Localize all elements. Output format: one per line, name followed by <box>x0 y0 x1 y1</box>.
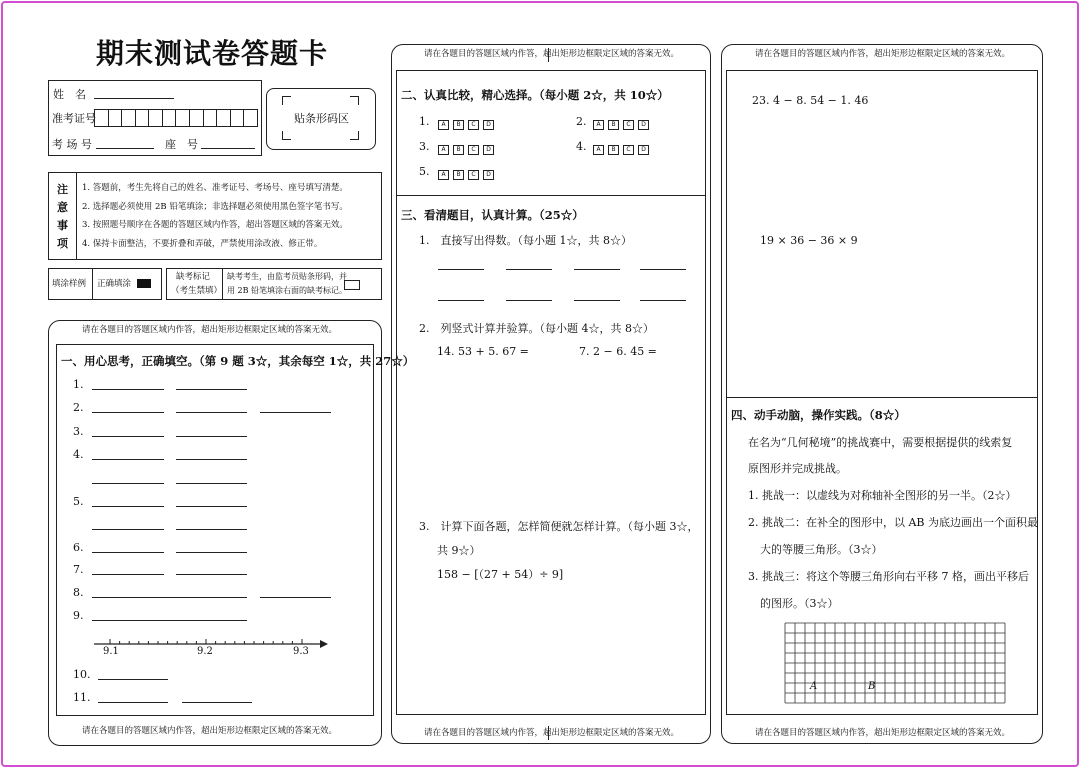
id-number-boxes[interactable] <box>94 109 258 127</box>
choice-row[interactable] <box>593 139 653 158</box>
choice-row[interactable] <box>438 114 498 133</box>
section4-title: 四、动手动脑，操作实践。（8☆） <box>731 408 906 422</box>
tick-label: 9.2 <box>197 646 213 657</box>
q-number: 9. <box>73 609 84 622</box>
barcode-corner <box>350 131 359 140</box>
choice-number: 2. <box>576 115 587 128</box>
option-b[interactable]: B <box>608 120 619 130</box>
section3-q1: 1. 直接写出得数。（每小题 1☆，共 8☆） <box>419 234 632 247</box>
notice-label-char: 意 <box>57 201 68 214</box>
answer-line[interactable] <box>506 269 552 270</box>
option-d[interactable]: D <box>638 120 649 130</box>
answer-line[interactable] <box>92 529 164 530</box>
section3-title: 三、看清题目，认真计算。（25☆） <box>401 208 584 222</box>
option-c[interactable]: C <box>623 145 634 155</box>
option-d[interactable]: D <box>483 145 494 155</box>
area-notice-top: 请在各题目的答题区域内作答，超出矩形边框限定区域的答案无效。 <box>82 325 338 335</box>
option-a[interactable]: A <box>593 120 604 130</box>
answer-line[interactable] <box>176 412 247 413</box>
barcode-corner <box>282 131 291 140</box>
answer-line[interactable] <box>92 552 164 553</box>
answer-line[interactable] <box>92 483 164 484</box>
section3-q3: 3. 计算下面各题，怎样简便就怎样计算。（每小题 3☆， <box>419 520 699 533</box>
answer-line[interactable] <box>260 412 331 413</box>
fill-divider <box>92 268 93 300</box>
name-field[interactable] <box>94 98 174 99</box>
option-c[interactable]: C <box>468 120 479 130</box>
choice-number: 4. <box>576 140 587 153</box>
answer-line[interactable] <box>92 597 247 598</box>
section3-q3b: 23. 4 − 8. 54 − 1. 46 <box>752 94 869 107</box>
option-c[interactable]: C <box>623 120 634 130</box>
answer-line[interactable] <box>574 300 620 301</box>
answer-line[interactable] <box>92 389 164 390</box>
answer-line[interactable] <box>176 389 247 390</box>
answer-line[interactable] <box>176 506 247 507</box>
tick-label: 9.1 <box>103 646 119 657</box>
answer-line[interactable] <box>176 459 247 460</box>
name-label: 姓 名 <box>53 88 86 101</box>
q-number: 11. <box>73 691 91 704</box>
section1-title: 一、用心思考，正确填空。（第 9 题 3☆，其余每空 1☆，共 27☆） <box>61 354 415 368</box>
answer-line[interactable] <box>506 300 552 301</box>
absent-checkbox[interactable] <box>344 280 360 290</box>
option-b[interactable]: B <box>608 145 619 155</box>
answer-line[interactable] <box>176 436 247 437</box>
q-number: 7. <box>73 563 84 576</box>
notice-item: 3. 按照题号顺序在各题的答题区域内作答，超出答题区域的答案无效。 <box>82 220 348 230</box>
q-number: 3. <box>73 425 84 438</box>
answer-line[interactable] <box>438 269 484 270</box>
answer-line[interactable] <box>182 702 252 703</box>
answer-line[interactable] <box>98 702 168 703</box>
answer-line[interactable] <box>176 483 247 484</box>
section3-box <box>396 194 706 715</box>
answer-line[interactable] <box>176 529 247 530</box>
section3-q2: 2. 列竖式计算并验算。（每小题 4☆，共 8☆） <box>419 322 654 335</box>
area-notice-bottom: 请在各题目的答题区域内作答，超出矩形边框限定区域的答案无效。 <box>82 726 338 736</box>
section2-title: 二、认真比较，精心选择。（每小题 2☆，共 10☆） <box>401 88 669 102</box>
notice-item: 2. 选择题必须使用 2B 铅笔填涂；非选择题必须使用黑色签字笔书写。 <box>82 202 348 212</box>
notice-divider <box>76 172 77 260</box>
answer-line[interactable] <box>98 679 168 680</box>
section3-q3c: 19 × 36 − 36 × 9 <box>760 234 858 247</box>
section4-challenge: 2. 挑战二：在补全的图形中，以 AB 为底边画出一个面积最 <box>748 516 1039 529</box>
notice-item: 4. 保持卡面整洁，不要折叠和弄破，严禁使用涂改液、修正带。 <box>82 239 323 249</box>
option-a[interactable]: A <box>593 145 604 155</box>
option-b[interactable]: B <box>453 120 464 130</box>
absent-note: 缺考考生，由监考员贴条形码，并 <box>227 272 347 281</box>
absent-label-note: （考生禁填） <box>171 286 223 296</box>
correct-fill-label: 正确填涂 <box>97 279 132 289</box>
choice-number: 1. <box>419 115 430 128</box>
barcode-label: 贴条形码区 <box>294 112 349 125</box>
room-field[interactable] <box>96 148 154 149</box>
absent-note: 用 2B 铅笔填涂右面的缺考标记。 <box>227 286 348 295</box>
area-notice-top: 请在各题目的答题区域内作答，超出矩形边框限定区域的答案无效。 <box>424 49 680 59</box>
answer-line[interactable] <box>92 459 164 460</box>
answer-line[interactable] <box>640 269 686 270</box>
section4-challenge: 1. 挑战一：以虚线为对称轴补全图形的另一半。（2☆） <box>748 489 1017 502</box>
barcode-corner <box>282 96 291 105</box>
answer-line[interactable] <box>176 552 247 553</box>
section1-inner <box>56 344 374 716</box>
center-mark <box>548 726 549 740</box>
notice-label-char: 事 <box>57 219 68 232</box>
point-b-label: B <box>868 681 876 692</box>
section3-q2a: 14. 53 + 5. 67 = <box>437 345 529 358</box>
option-d[interactable]: D <box>483 120 494 130</box>
point-a-label: A <box>810 681 818 692</box>
answer-line[interactable] <box>92 574 164 575</box>
option-b[interactable]: B <box>453 170 464 180</box>
answer-line[interactable] <box>92 412 164 413</box>
seat-label: 座 号 <box>165 138 198 151</box>
answer-line[interactable] <box>92 620 247 621</box>
area-notice-top: 请在各题目的答题区域内作答，超出矩形边框限定区域的答案无效。 <box>755 49 1011 59</box>
q-number: 2. <box>73 401 84 414</box>
notice-label-char: 注 <box>57 183 68 196</box>
answer-line[interactable] <box>438 300 484 301</box>
room-label: 考 场 号 <box>52 138 92 151</box>
notice-item: 1. 答题前，考生先将自己的姓名、准考证号、考场号、座号填写清楚。 <box>82 183 348 193</box>
option-c[interactable]: C <box>468 170 479 180</box>
section4-challenge: 的图形。（3☆） <box>760 597 839 610</box>
option-d[interactable]: D <box>638 145 649 155</box>
choice-number: 3. <box>419 140 430 153</box>
choice-row[interactable] <box>438 139 498 158</box>
answer-line[interactable] <box>92 506 164 507</box>
section3-q2b: 7. 2 − 6. 45 = <box>579 345 657 358</box>
answer-line[interactable] <box>640 300 686 301</box>
choice-number: 5. <box>419 165 430 178</box>
filled-mark-sample <box>137 279 151 288</box>
answer-line[interactable] <box>260 597 331 598</box>
option-c[interactable]: C <box>468 145 479 155</box>
option-a[interactable]: A <box>438 145 449 155</box>
answer-line[interactable] <box>176 574 247 575</box>
section4-challenge: 大的等腰三角形。（3☆） <box>760 543 883 556</box>
section3-q3: 共 9☆） <box>437 544 481 557</box>
absent-label: 缺考标记 <box>176 272 211 282</box>
option-a[interactable]: A <box>438 170 449 180</box>
fill-sample-label: 填涂样例 <box>52 279 87 289</box>
q-number: 10. <box>73 668 91 681</box>
absent-divider <box>222 268 223 300</box>
option-a[interactable]: A <box>438 120 449 130</box>
section4-challenge: 3. 挑战三：将这个等腰三角形向右平移 7 格，画出平移后 <box>748 570 1029 583</box>
center-mark <box>548 48 549 62</box>
q-number: 8. <box>73 586 84 599</box>
choice-row[interactable] <box>593 114 653 133</box>
page-title: 期末测试卷答题卡 <box>96 37 329 70</box>
section3-q3a: 158 − [（27 + 54）÷ 9] <box>437 568 564 581</box>
barcode-corner <box>350 96 359 105</box>
drawing-grid[interactable] <box>784 622 1010 704</box>
q-number: 5. <box>73 495 84 508</box>
notice-label-char: 项 <box>57 237 68 250</box>
q-number: 4. <box>73 448 84 461</box>
area-notice-bottom: 请在各题目的答题区域内作答，超出矩形边框限定区域的答案无效。 <box>755 728 1011 738</box>
area-notice-bottom: 请在各题目的答题区域内作答，超出矩形边框限定区域的答案无效。 <box>424 728 680 738</box>
q-number: 1. <box>73 378 84 391</box>
option-b[interactable]: B <box>453 145 464 155</box>
option-d[interactable]: D <box>483 170 494 180</box>
choice-row[interactable] <box>438 164 498 183</box>
seat-field[interactable] <box>201 148 255 149</box>
answer-line[interactable] <box>574 269 620 270</box>
answer-line[interactable] <box>92 436 164 437</box>
q-number: 6. <box>73 541 84 554</box>
tick-label: 9.3 <box>293 646 309 657</box>
section4-intro: 原图形并完成挑战。 <box>748 462 847 475</box>
id-label: 准考证号 <box>52 112 96 125</box>
section4-intro: 在名为“几何秘境”的挑战赛中，需要根据提供的线索复 <box>748 436 1013 449</box>
